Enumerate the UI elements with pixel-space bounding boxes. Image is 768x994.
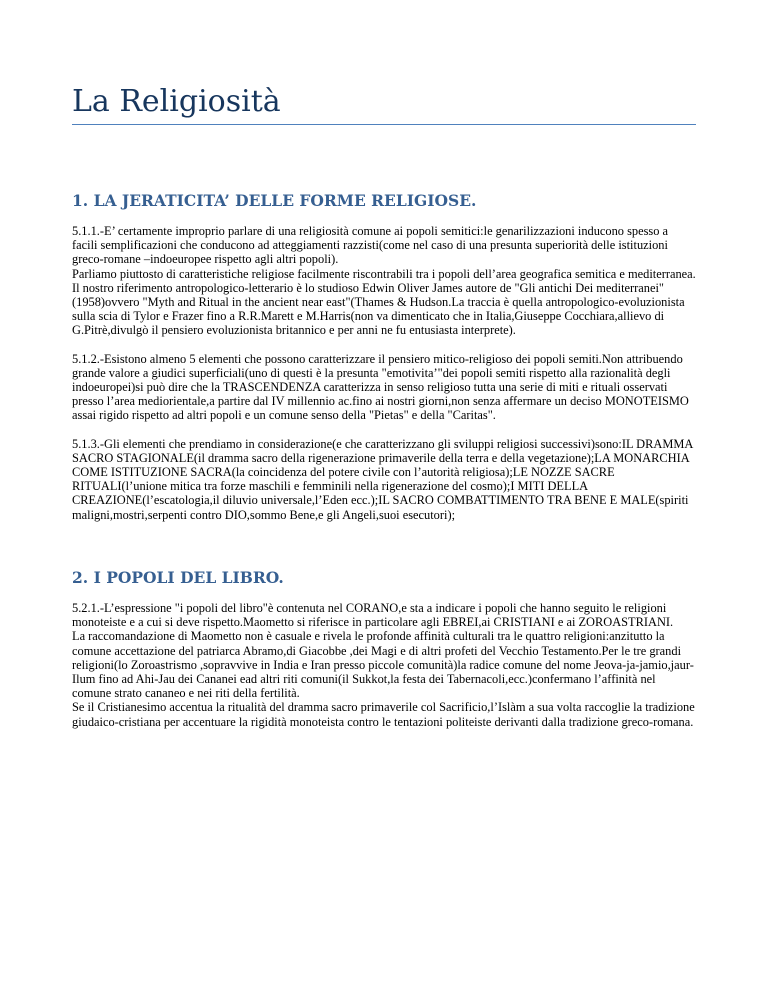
paragraph-line: La raccomandazione di Maometto non è casuale e rivela le profonde affinità culturali tra le quattro religioni:anzitutto la comune accettazione del patriarca Abramo,di Giacobbe ,dei Magi e di altri profeti del Vecchio Testamento.Per le tre grandi religioni(lo Zoroastrismo ,sopravvive in India e Iran presso piccole comunità)la radice comune del nome Jeova-ja-jamio,jaur-Ilum fino ad Ahi-Jau dei Cananei ead altri riti comuni(il Sukkot,la festa dei Tabernacoli,ecc.)confermano l’affinità nel comune strato cananeo e nei riti della fertilità. <box>72 629 694 701</box>
section-heading: 2. I POPOLI DEL LIBRO. <box>72 568 284 587</box>
section-heading: 1. LA JERATICITA’ DELLE FORME RELIGIOSE. <box>72 191 477 210</box>
paragraph-line: Parliamo piuttosto di caratteristiche religiose facilmente riscontrabili tra i popoli dell’area geografica semitica e mediterranea. <box>72 266 696 281</box>
section-2 <box>72 567 696 743</box>
paragraph-5-1-2 <box>72 352 696 423</box>
document-title: La Religiosità <box>72 84 281 119</box>
paragraph-line: 5.1.2.-Esistono almeno 5 elementi che possono caratterizzare il pensiero mitico-religioso dei popoli semiti.Non attribuendo grande valore a giudici superficiali(uno di questi è la presunta "emotivita’"dei popoli semiti rispetto alla razionalità degli indoeuropei)si può dire che la TRASCENDENZA caratterizza in senso religioso tutta una serie di miti e rituali osservati presso l’area mediorientale,a partire dal IV millennio ac.fino ai nostri giorni,non senza affermare un deciso MONOTEISMO assai rigido rispetto ad altri popoli e un comune senso della "Pietas" e della "Caritas". <box>72 351 689 423</box>
section-1 <box>72 190 696 536</box>
paragraph-line: 5.2.1.-L’espressione "i popoli del libro"è contenuta nel CORANO,e sta a indicare i popoli che hanno seguito le religioni monoteiste e a cui si deve rispetto.Maometto si riferisce in particolare agli EBREI,ai CRISTIANI e ai ZOROASTRIANI. <box>72 601 674 630</box>
paragraph-5-1-3 <box>72 437 696 522</box>
paragraph-line: 5.1.1.-E’ certamente improprio parlare di una religiosità comune ai popoli semitici:le genarilizzazioni inducono spesso a facili semplificazioni che conducono ad atteggiamenti razzisti(come nel caso di una presunta superiorità delle istituzioni greco-romane –indoeuropee rispetto agli altri popoli). <box>72 224 669 267</box>
title-underline <box>72 124 696 125</box>
paragraph-line: Il nostro riferimento antropologico-letterario è lo studioso Edwin Oliver James autore de "Gli antichi Dei mediterranei"(1958)ovvero "Myth and Ritual in the ancient near east"(Thames & Hudson.La traccia è quella antropologico-evoluzionista sulla scia di Tylor e Frazer fino a R.R.Marett e M.Harris(non va dimenticato che in Italia,Giuseppe Cocchiara,allievo di G.Pitrè,divulgò il pensiero evoluzionista britannico e per anni ne fu entusiasta interprete). <box>72 280 685 338</box>
paragraph-5-1-1 <box>72 224 696 338</box>
paragraph-line: Se il Cristianesimo accentua la ritualità del dramma sacro primaverile col Sacrificio,l’Islàm a sua volta raccoglie la tradizione giudaico-cristiana per accentuare la rigidità monoteista contro le tentazioni politeiste derivanti dalla tradizione greco-romana. <box>72 700 695 729</box>
paragraph-5-2-1 <box>72 601 696 729</box>
paragraph-line: 5.1.3.-Gli elementi che prendiamo in considerazione(e che caratterizzano gli sviluppi religiosi successivi)sono:IL DRAMMA SACRO STAGIONALE(il dramma sacro della rigenerazione primaverile della terra e della vegetazione);LA MONARCHIA COME ISTITUZIONE SACRA(la coincidenza del potere civile con l’autorità religiosa);LE NOZZE SACRE RITUALI(l’unione mitica tra forze maschili e femminili nella rigenerazione del cosmo);I MITI DELLA CREAZIONE(l’escatologia,il diluvio universale,l’Eden ecc.);IL SACRO COMBATTIMENTO TRA BENE E MALE(spiriti maligni,mostri,serpenti contro DIO,sommo Bene,e gli Angeli,suoi esecutori); <box>72 436 693 522</box>
